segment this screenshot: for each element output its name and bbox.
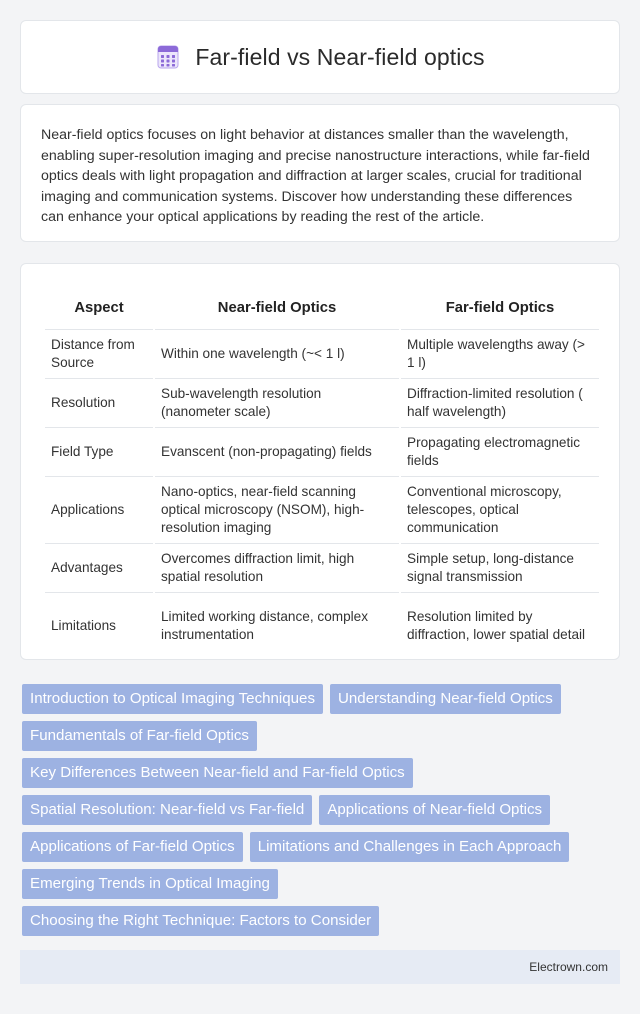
page-title: Far-field vs Near-field optics (195, 43, 485, 70)
table-row (45, 379, 599, 428)
table-cell-near-field: Nano-optics, near-field scanning optical microscopy (NSOM), high-resolution imaging (155, 477, 399, 544)
table-header-row (45, 284, 599, 330)
tag-applications-far-field[interactable]: Applications of Far-field Optics (22, 832, 243, 862)
table-cell-far-field: Simple setup, long-distance signal transmission (401, 544, 599, 593)
footer-site[interactable]: Electrown.com (529, 960, 608, 974)
title-wrap (155, 44, 484, 71)
topic-tags (22, 684, 622, 936)
table-cell-aspect: Applications (45, 477, 153, 544)
tag-key-differences[interactable]: Key Differences Between Near-field and Far-field Optics (22, 758, 413, 788)
table-row (45, 544, 599, 593)
table-cell-near-field: Sub-wavelength resolution (nanometer scale) (155, 379, 399, 428)
table-row (45, 593, 599, 660)
footer (20, 950, 620, 984)
comparison-table (43, 284, 601, 660)
table-cell-near-field: Limited working distance, complex instrumentation (155, 593, 399, 660)
table-cell-far-field: Conventional microscopy, telescopes, optical communication (401, 477, 599, 544)
intro-text: Near-field optics focuses on light behavior at distances smaller than the wavelength, enabling super-resolution imaging and precise nanostructure interactions, while far-field optics deals with light propagation and diffraction at larger scales, crucial for traditional imaging and communication systems. Discover how understanding these differences can enhance your optical applications by reading the rest of the article. (41, 127, 590, 225)
intro-card (20, 104, 620, 242)
calculator-icon (155, 44, 181, 70)
table-cell-far-field: Propagating electromagnetic fields (401, 428, 599, 477)
tag-fundamentals-far-field[interactable]: Fundamentals of Far-field Optics (22, 721, 257, 751)
tag-limitations-challenges[interactable]: Limitations and Challenges in Each Approach (250, 832, 570, 862)
table-cell-far-field: Diffraction-limited resolution ( half wavelength) (401, 379, 599, 428)
tag-applications-near-field[interactable]: Applications of Near-field Optics (319, 795, 550, 825)
tag-choosing-technique[interactable]: Choosing the Right Technique: Factors to Consider (22, 906, 379, 936)
table-cell-near-field: Overcomes diffraction limit, high spatial resolution (155, 544, 399, 593)
tag-introduction-optical-imaging[interactable]: Introduction to Optical Imaging Techniques (22, 684, 323, 714)
tag-spatial-resolution[interactable]: Spatial Resolution: Near-field vs Far-field (22, 795, 312, 825)
table-row (45, 330, 599, 379)
table-cell-aspect: Limitations (45, 593, 153, 660)
table-cell-aspect: Distance from Source (45, 330, 153, 379)
table-cell-aspect: Advantages (45, 544, 153, 593)
header-card (20, 20, 620, 94)
comparison-table-card (20, 263, 620, 660)
tag-understanding-near-field[interactable]: Understanding Near-field Optics (330, 684, 561, 714)
table-cell-near-field: Evanscent (non-propagating) fields (155, 428, 399, 477)
tag-emerging-trends[interactable]: Emerging Trends in Optical Imaging (22, 869, 278, 899)
column-header-far-field: Far-field Optics (401, 284, 599, 330)
table-cell-far-field: Resolution limited by diffraction, lower spatial detail (401, 593, 599, 660)
table-cell-aspect: Field Type (45, 428, 153, 477)
table-row (45, 477, 599, 544)
column-header-aspect: Aspect (45, 284, 153, 330)
table-cell-far-field: Multiple wavelengths away (> 1 l) (401, 330, 599, 379)
table-cell-aspect: Resolution (45, 379, 153, 428)
table-row (45, 428, 599, 477)
column-header-near-field: Near-field Optics (155, 284, 399, 330)
table-cell-near-field: Within one wavelength (~< 1 l) (155, 330, 399, 379)
